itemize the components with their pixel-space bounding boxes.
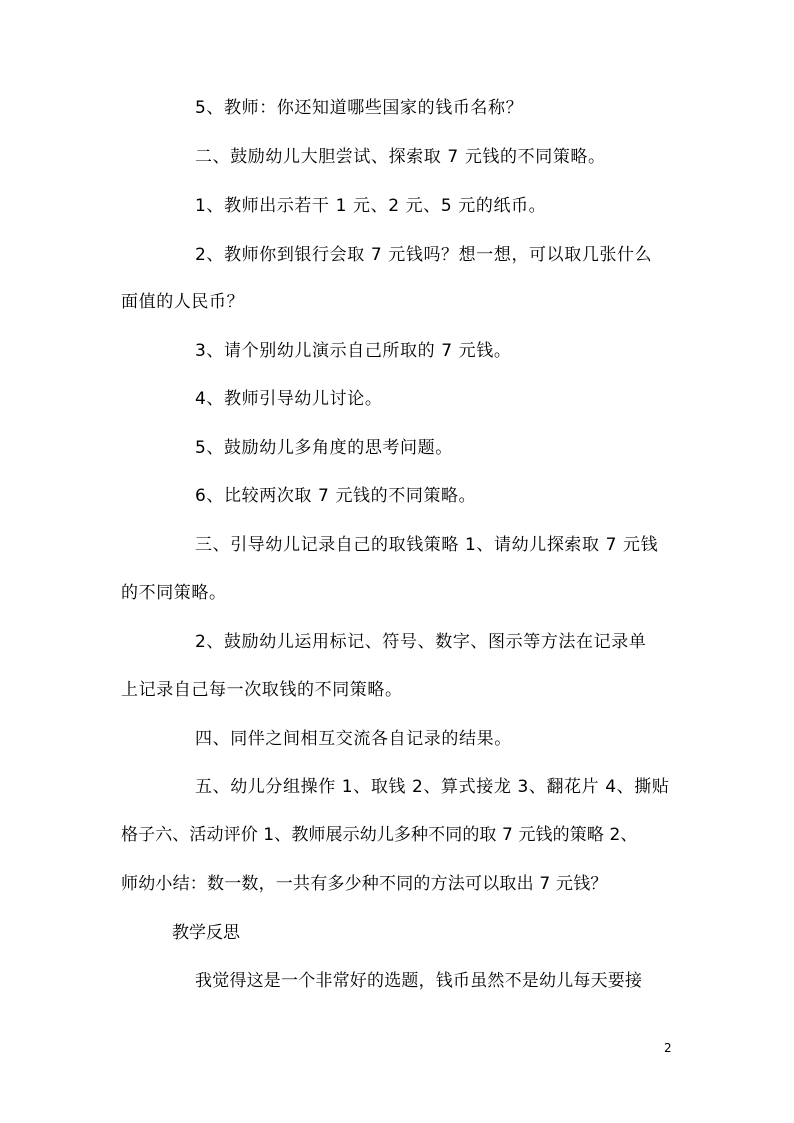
section-heading: 二、鼓励幼儿大胆尝试、探索取 7 元钱的不同策略。	[195, 147, 606, 167]
page-number: 2	[664, 1041, 672, 1055]
paragraph-line: 3、请个别幼儿演示自己所取的 7 元钱。	[195, 341, 512, 361]
paragraph-line: 上记录自己每一次取钱的不同策略。	[121, 680, 403, 700]
section-heading: 四、同伴之间相互交流各自记录的结果。	[195, 729, 512, 749]
paragraph-line: 5、教师：你还知道哪些国家的钱币名称？	[195, 98, 524, 118]
paragraph-line: 6、比较两次取 7 元钱的不同策略。	[195, 486, 477, 506]
reflection-heading: 教学反思	[172, 923, 240, 943]
paragraph-line: 面值的人民币？	[121, 292, 245, 312]
paragraph-line: 格子六、活动评价 1、教师展示幼儿多种不同的取 7 元钱的策略 2、	[121, 825, 638, 845]
section-heading: 五、幼儿分组操作 1、取钱 2、算式接龙 3、翻花片 4、撕贴	[195, 777, 670, 797]
section-heading: 三、引导幼儿记录自己的取钱策略 1、请幼儿探索取 7 元钱	[195, 535, 659, 555]
paragraph-line: 我觉得这是一个非常好的选题，钱币虽然不是幼儿每天要接	[195, 971, 643, 991]
paragraph-line: 4、教师引导幼儿讨论。	[195, 389, 383, 409]
paragraph-line: 2、教师你到银行会取 7 元钱吗？想一想，可以取几张什么	[195, 245, 653, 265]
paragraph-line: 1、教师出示若干 1 元、2 元、5 元的纸币。	[195, 196, 547, 216]
paragraph-line: 师幼小结：数一数，一共有多少种不同的方法可以取出 7 元钱？	[121, 874, 608, 894]
paragraph-line: 的不同策略。	[121, 583, 227, 603]
paragraph-line: 2、鼓励幼儿运用标记、符号、数字、图示等方法在记录单	[195, 632, 647, 652]
paragraph-line: 5、鼓励幼儿多角度的思考问题。	[195, 438, 453, 458]
